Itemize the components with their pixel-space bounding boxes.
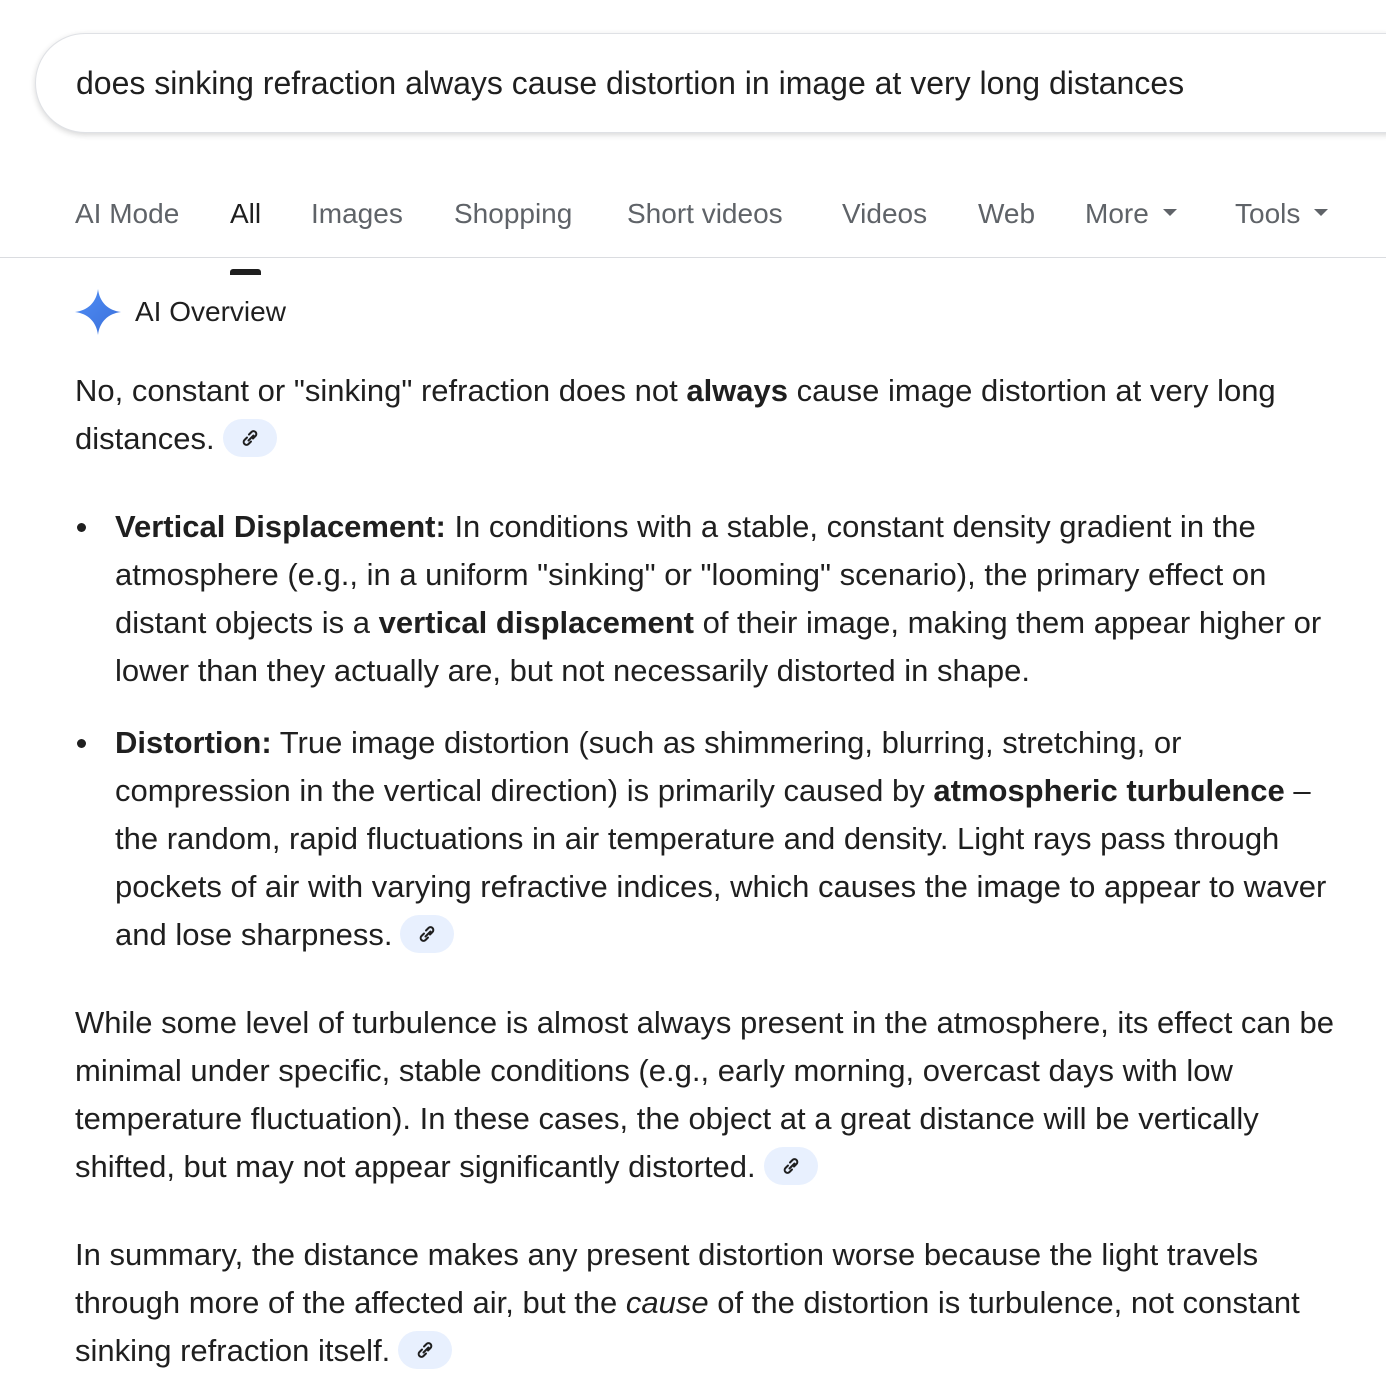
tab-ai-mode[interactable] xyxy=(75,197,179,231)
ai-overview-title: AI Overview xyxy=(135,296,286,327)
tab-label: Web xyxy=(978,198,1036,229)
text: of the distortion is turbulence, not constant sinking refraction itself. xyxy=(75,1285,1300,1368)
tab-all[interactable] xyxy=(230,197,261,231)
tab-label: Images xyxy=(311,198,403,229)
search-input[interactable] xyxy=(76,62,1376,104)
text: In summary, the distance makes any present distortion worse because the light travels through more of the affected air, but the xyxy=(75,1237,1259,1320)
bullet-heading: Vertical Displacement: xyxy=(115,509,446,544)
bullet-heading: Distortion: xyxy=(115,725,272,760)
link-icon xyxy=(414,1341,436,1359)
tab-label: Shopping xyxy=(454,198,573,229)
search-box[interactable] xyxy=(35,33,1386,133)
active-tab-indicator xyxy=(230,269,261,275)
tab-label: More xyxy=(1085,198,1149,229)
tab-label: Short videos xyxy=(627,198,783,229)
search-tabs xyxy=(0,175,1386,258)
source-link-chip[interactable] xyxy=(400,915,454,953)
tab-label: AI Mode xyxy=(75,198,180,229)
chevron-down-icon xyxy=(1314,209,1328,216)
text: of their image, making them appear higher or lower than they actually are, but not necessarily distorted in shape. xyxy=(115,605,1322,688)
tab-label: Tools xyxy=(1235,198,1301,229)
emphasis: vertical displacement xyxy=(378,605,694,640)
tab-more[interactable] xyxy=(1085,197,1177,231)
link-icon xyxy=(416,925,438,943)
text: While some level of turbulence is almost always present in the atmosphere, its effect can be minimal under specific, stable conditions (e.g., early morning, overcast days with low temperature fluctuation). In these cases, the object at a great distance will be vertically shifted, but may not appear significantly distorted. xyxy=(75,1005,1334,1184)
tab-web[interactable] xyxy=(978,197,1035,231)
text: True image distortion (such as shimmering, blurring, stretching, or compression in the vertical direction) is primarily caused by xyxy=(115,725,1182,808)
tab-label: All xyxy=(230,198,262,229)
tab-tools[interactable] xyxy=(1235,197,1328,231)
chevron-down-icon xyxy=(1163,209,1177,216)
tab-shopping[interactable] xyxy=(454,197,572,231)
emphasis: cause xyxy=(625,1285,709,1320)
text: In conditions with a stable, constant density gradient in the atmosphere (e.g., in a uniform "sinking" or "looming" scenario), the primary effect on distant objects is a xyxy=(115,509,1267,640)
source-link-chip[interactable] xyxy=(764,1147,818,1185)
paragraph xyxy=(75,999,1345,1191)
tab-label: Videos xyxy=(842,198,928,229)
text: – the random, rapid fluctuations in air temperature and density. Light rays pass through pockets of air with varying refractive indices, which causes the image to appear to waver and lose sharpness. xyxy=(115,773,1327,952)
list-item xyxy=(115,719,1345,959)
ai-overview-content xyxy=(75,367,1345,1375)
text: No, constant or "sinking" refraction does not xyxy=(75,373,687,408)
emphasis: always xyxy=(686,373,789,408)
tab-images[interactable] xyxy=(311,197,403,231)
summary-paragraph xyxy=(75,1231,1345,1375)
source-link-chip[interactable] xyxy=(223,419,277,457)
list-item xyxy=(115,503,1345,695)
emphasis: atmospheric turbulence xyxy=(933,773,1285,808)
bullet-list xyxy=(75,503,1345,959)
link-icon xyxy=(239,429,261,447)
link-icon xyxy=(780,1157,802,1175)
source-link-chip[interactable] xyxy=(398,1331,452,1369)
text: cause image distortion at very long distances. xyxy=(75,373,1276,456)
sparkle-icon xyxy=(75,289,121,335)
tab-short-videos[interactable] xyxy=(627,197,783,231)
tab-videos[interactable] xyxy=(842,197,927,231)
intro-paragraph xyxy=(75,367,1345,463)
